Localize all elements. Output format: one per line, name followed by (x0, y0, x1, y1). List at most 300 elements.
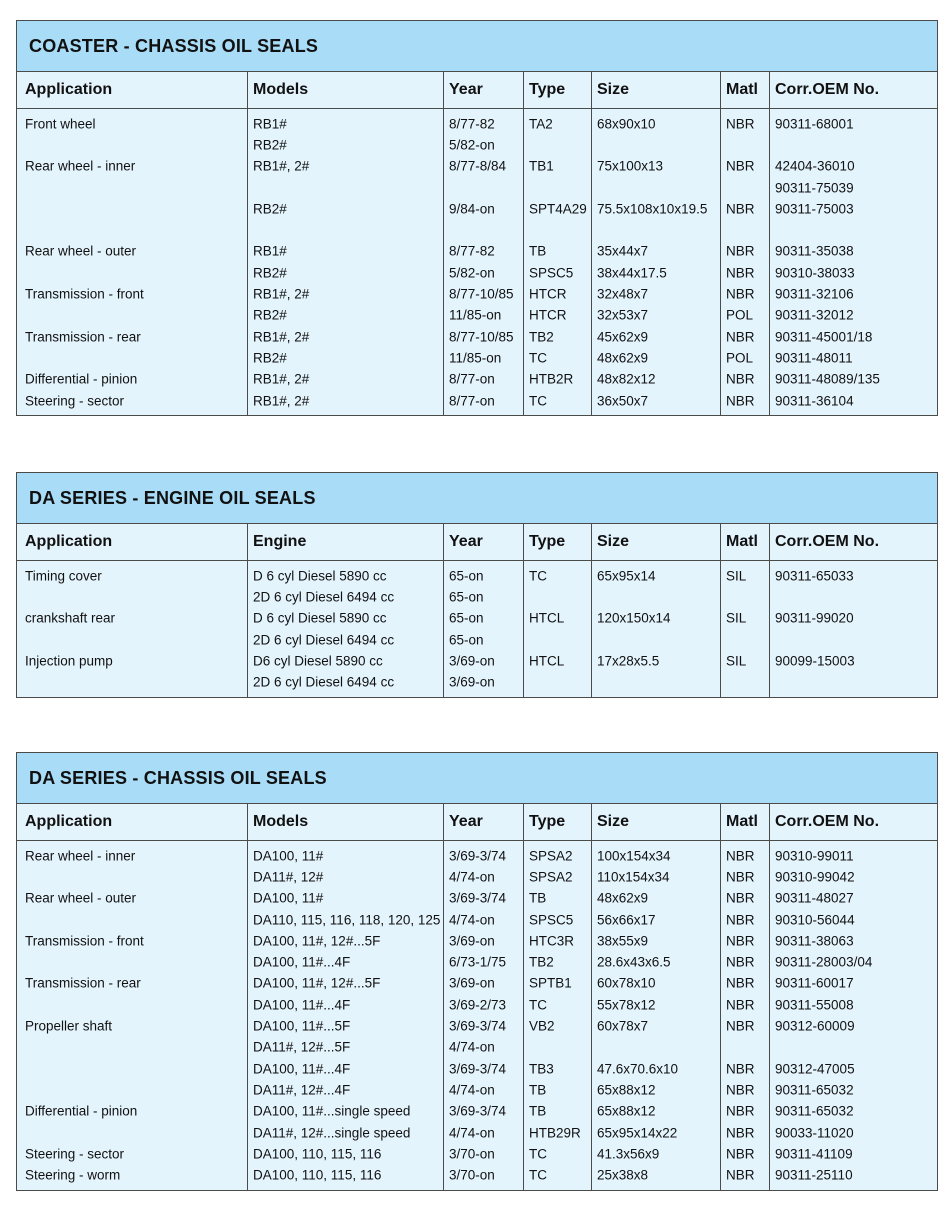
column-divider (769, 72, 770, 108)
cell-type: TA2 (529, 116, 553, 132)
cell-oem-number: 90311-75003 (775, 201, 854, 217)
column-header-year: Year (449, 533, 483, 550)
cell-application: Propeller shaft (25, 1018, 113, 1034)
cell-year: 3/69-on (449, 653, 495, 669)
cell-models: 2D 6 cyl Diesel 6494 cc (253, 589, 395, 605)
cell-models: RB1#, 2# (253, 393, 310, 408)
table-row (17, 866, 937, 887)
cell-application: Timing cover (25, 568, 102, 584)
column-divider (443, 804, 444, 840)
cell-year: 5/82-on (449, 137, 495, 153)
cell-material: NBR (726, 1167, 755, 1183)
cell-models: D 6 cyl Diesel 5890 cc (253, 610, 387, 626)
cell-oem-number: 90311-48089/135 (775, 371, 880, 387)
table-row (17, 241, 937, 262)
cell-year: 3/69-3/74 (449, 1018, 507, 1034)
cell-models: DA100, 11#...single speed (253, 1103, 411, 1119)
cell-application: Transmission - front (25, 286, 144, 302)
cell-material: NBR (726, 997, 755, 1013)
cell-models: DA100, 110, 115, 116 (253, 1167, 382, 1183)
cell-size: 17x28x5.5 (597, 653, 660, 669)
cell-size: 65x88x12 (597, 1103, 656, 1119)
table-row (17, 326, 937, 347)
column-divider (769, 524, 770, 560)
column-header-material: Matl (726, 533, 758, 550)
cell-type: TC (529, 393, 547, 408)
cell-size: 48x82x12 (597, 371, 656, 387)
column-header-application: Application (25, 533, 113, 550)
table-body (17, 841, 937, 1190)
cell-oem-number: 90311-68001 (775, 116, 854, 132)
cell-oem-number: 90311-48027 (775, 890, 854, 906)
cell-oem-number: 90311-36104 (775, 393, 854, 408)
column-divider (769, 109, 770, 415)
cell-oem-number: 90099-15003 (775, 653, 855, 669)
cell-application: Transmission - front (25, 933, 144, 949)
table-row (17, 909, 937, 930)
cell-models: RB1#, 2# (253, 371, 310, 387)
cell-material: NBR (726, 243, 755, 259)
cell-application: Rear wheel - inner (25, 158, 136, 174)
column-header-oem-number: Corr.OEM No. (775, 533, 880, 550)
cell-models: D6 cyl Diesel 5890 cc (253, 653, 383, 669)
cell-type: TB2 (529, 329, 554, 345)
cell-application: Transmission - rear (25, 329, 141, 345)
table-body (17, 561, 937, 697)
table-row (17, 1143, 937, 1164)
cell-year: 9/84-on (449, 201, 495, 217)
cell-oem-number: 90311-45001/18 (775, 329, 873, 345)
column-header-material: Matl (726, 81, 758, 98)
section-title: DA SERIES - CHASSIS OIL SEALS (17, 753, 937, 804)
cell-material: NBR (726, 1125, 755, 1140)
column-header-type: Type (529, 813, 566, 830)
cell-year: 3/69-on (449, 933, 495, 949)
column-divider (247, 841, 248, 1190)
column-header-row (17, 804, 937, 841)
cell-models: RB1# (253, 243, 287, 259)
table-row (17, 305, 937, 326)
cell-year: 8/77-82 (449, 243, 495, 259)
table-row (17, 973, 937, 994)
cell-oem-number: 90311-99020 (775, 610, 854, 626)
column-divider (523, 804, 524, 840)
cell-material: NBR (726, 848, 755, 864)
cell-year: 11/85-on (449, 350, 502, 366)
cell-type: HTCL (529, 653, 565, 669)
cell-type: HTCR (529, 286, 567, 302)
cell-material: NBR (726, 1146, 755, 1162)
cell-material: NBR (726, 912, 755, 928)
column-divider (769, 841, 770, 1190)
cell-models: DA11#, 12#...5F (253, 1039, 351, 1055)
cell-size: 68x90x10 (597, 116, 656, 132)
column-divider (443, 561, 444, 697)
column-divider (443, 72, 444, 108)
cell-size: 100x154x34 (597, 848, 671, 864)
cell-year: 4/74-on (449, 869, 495, 885)
column-divider (720, 804, 721, 840)
cell-models: DA100, 11# (253, 890, 324, 906)
cell-type: SPT4A29 (529, 201, 587, 217)
column-header-application: Application (25, 81, 113, 98)
column-divider (247, 524, 248, 560)
table-row (17, 1037, 937, 1058)
cell-material: NBR (726, 371, 755, 387)
cell-year: 4/74-on (449, 1082, 495, 1098)
column-divider (247, 72, 248, 108)
cell-application: Steering - sector (25, 1146, 125, 1162)
cell-models: DA100, 11#, 12#...5F (253, 933, 381, 949)
cell-year: 8/77-8/84 (449, 158, 507, 174)
cell-type: SPSC5 (529, 912, 574, 928)
cell-year: 3/69-3/74 (449, 848, 507, 864)
cell-type: SPSA2 (529, 848, 573, 864)
cell-year: 8/77-on (449, 393, 495, 408)
table-row (17, 198, 937, 219)
cell-models: DA100, 11#...4F (253, 1061, 351, 1077)
cell-material: POL (726, 307, 754, 323)
table-row (17, 134, 937, 155)
table-row (17, 888, 937, 909)
column-header-row (17, 72, 937, 109)
column-header-year: Year (449, 813, 483, 830)
cell-type: HTC3R (529, 933, 575, 949)
cell-type: HTCL (529, 610, 565, 626)
cell-oem-number: 42404-36010 (775, 158, 855, 174)
cell-oem-number: 90311-60017 (775, 975, 854, 991)
column-divider (591, 804, 592, 840)
cell-application: Injection pump (25, 653, 113, 669)
cell-material: NBR (726, 158, 755, 174)
cell-type: TC (529, 350, 547, 366)
cell-material: NBR (726, 1103, 755, 1119)
cell-material: NBR (726, 933, 755, 949)
column-divider (769, 561, 770, 697)
cell-size: 32x48x7 (597, 286, 649, 302)
da-series-engine-oil-seals-table (16, 472, 938, 698)
table-row (17, 262, 937, 283)
cell-year: 65-on (449, 568, 484, 584)
column-header-type: Type (529, 81, 566, 98)
cell-models: DA11#, 12#...single speed (253, 1125, 411, 1140)
cell-size: 28.6x43x6.5 (597, 954, 671, 970)
cell-models: RB2# (253, 137, 287, 153)
cell-application: Differential - pinion (25, 371, 138, 387)
cell-size: 65x88x12 (597, 1082, 656, 1098)
cell-size: 36x50x7 (597, 393, 649, 408)
cell-size: 38x44x17.5 (597, 265, 667, 281)
cell-type: TB1 (529, 158, 554, 174)
cell-type: VB2 (529, 1018, 555, 1034)
cell-application: Steering - sector (25, 393, 125, 408)
table-row (17, 113, 937, 134)
table-row (17, 586, 937, 607)
cell-oem-number: 90310-99042 (775, 869, 855, 885)
column-divider (591, 524, 592, 560)
cell-material: SIL (726, 653, 747, 669)
cell-models: DA100, 11# (253, 848, 324, 864)
cell-oem-number: 90311-48011 (775, 350, 853, 366)
cell-size: 75x100x13 (597, 158, 664, 174)
section-title: COASTER - CHASSIS OIL SEALS (17, 21, 937, 72)
column-divider (523, 524, 524, 560)
column-divider (720, 524, 721, 560)
table-row (17, 951, 937, 972)
cell-year: 8/77-82 (449, 116, 495, 132)
table-row (17, 608, 937, 629)
table-row (17, 219, 937, 240)
column-header-size: Size (597, 813, 630, 830)
column-divider (720, 109, 721, 415)
table-row (17, 650, 937, 671)
cell-type: HTCR (529, 307, 567, 323)
cell-application: Rear wheel - outer (25, 243, 137, 259)
column-header-application: Application (25, 813, 113, 830)
column-divider (523, 841, 524, 1190)
cell-year: 65-on (449, 589, 484, 605)
cell-year: 65-on (449, 610, 484, 626)
cell-year: 8/77-on (449, 371, 495, 387)
cell-size: 120x150x14 (597, 610, 671, 626)
cell-material: NBR (726, 201, 755, 217)
cell-year: 4/74-on (449, 1125, 495, 1140)
table-row (17, 156, 937, 177)
cell-size: 35x44x7 (597, 243, 649, 259)
cell-size: 48x62x9 (597, 350, 649, 366)
column-header-size: Size (597, 533, 630, 550)
column-divider (720, 841, 721, 1190)
cell-type: SPTB1 (529, 975, 572, 991)
cell-material: NBR (726, 1082, 755, 1098)
table-row (17, 994, 937, 1015)
cell-models: DA100, 11#, 12#...5F (253, 975, 381, 991)
cell-size: 25x38x8 (597, 1167, 649, 1183)
column-divider (443, 524, 444, 560)
column-divider (591, 72, 592, 108)
cell-models: RB1#, 2# (253, 286, 310, 302)
table-row (17, 565, 937, 586)
cell-oem-number: 90311-28003/04 (775, 954, 873, 970)
cell-year: 3/69-3/74 (449, 890, 507, 906)
cell-material: NBR (726, 1018, 755, 1034)
cell-size: 38x55x9 (597, 933, 649, 949)
cell-oem-number: 90310-56044 (775, 912, 855, 928)
cell-type: TB (529, 1103, 547, 1119)
cell-size: 60x78x10 (597, 975, 656, 991)
cell-models: RB1#, 2# (253, 158, 310, 174)
table-row (17, 1015, 937, 1036)
column-divider (247, 561, 248, 697)
table-row (17, 390, 937, 411)
column-divider (591, 109, 592, 415)
cell-oem-number: 90311-32106 (775, 286, 854, 302)
cell-year: 4/74-on (449, 912, 495, 928)
cell-models: DA11#, 12#...4F (253, 1082, 351, 1098)
cell-material: SIL (726, 610, 747, 626)
cell-size: 60x78x7 (597, 1018, 649, 1034)
cell-models: 2D 6 cyl Diesel 6494 cc (253, 674, 395, 690)
column-header-type: Type (529, 533, 566, 550)
cell-size: 41.3x56x9 (597, 1146, 660, 1162)
table-row (17, 1122, 937, 1143)
cell-application: Transmission - rear (25, 975, 141, 991)
cell-material: NBR (726, 869, 755, 885)
cell-size: 65x95x14x22 (597, 1125, 678, 1140)
cell-year: 6/73-1/75 (449, 954, 507, 970)
cell-size: 56x66x17 (597, 912, 656, 928)
table-row (17, 1079, 937, 1100)
cell-year: 8/77-10/85 (449, 286, 514, 302)
cell-material: NBR (726, 1061, 755, 1077)
cell-size: 75.5x108x10x19.5 (597, 201, 708, 217)
cell-material: NBR (726, 975, 755, 991)
column-header-models: Engine (253, 533, 307, 550)
cell-models: RB1# (253, 116, 287, 132)
cell-models: DA100, 110, 115, 116 (253, 1146, 382, 1162)
column-divider (523, 561, 524, 697)
cell-oem-number: 90311-25110 (775, 1167, 853, 1183)
cell-models: DA100, 11#...4F (253, 954, 351, 970)
cell-models: RB2# (253, 201, 287, 217)
cell-oem-number: 90311-55008 (775, 997, 854, 1013)
column-divider (443, 109, 444, 415)
cell-size: 48x62x9 (597, 890, 649, 906)
cell-type: TB (529, 1082, 547, 1098)
cell-material: NBR (726, 890, 755, 906)
da-series-chassis-oil-seals-table (16, 752, 938, 1191)
cell-type: TC (529, 568, 547, 584)
cell-oem-number: 90311-75039 (775, 180, 854, 196)
column-divider (247, 109, 248, 415)
cell-application: Rear wheel - inner (25, 848, 136, 864)
table-row (17, 369, 937, 390)
cell-year: 3/69-3/74 (449, 1103, 507, 1119)
table-row (17, 1058, 937, 1079)
column-divider (247, 804, 248, 840)
table-row (17, 930, 937, 951)
table-body (17, 109, 937, 415)
cell-oem-number: 90312-60009 (775, 1018, 855, 1034)
cell-oem-number: 90311-38063 (775, 933, 854, 949)
cell-oem-number: 90311-65032 (775, 1103, 854, 1119)
cell-size: 32x53x7 (597, 307, 649, 323)
table-row (17, 1164, 937, 1185)
table-row (17, 347, 937, 368)
cell-models: RB2# (253, 265, 287, 281)
cell-models: DA100, 11#...5F (253, 1018, 351, 1034)
cell-material: NBR (726, 116, 755, 132)
cell-type: SPSA2 (529, 869, 573, 885)
cell-application: Differential - pinion (25, 1103, 138, 1119)
cell-size: 55x78x12 (597, 997, 656, 1013)
cell-type: TC (529, 997, 547, 1013)
coaster-chassis-oil-seals-table (16, 20, 938, 416)
cell-year: 11/85-on (449, 307, 502, 323)
cell-type: TC (529, 1146, 547, 1162)
section-title: DA SERIES - ENGINE OIL SEALS (17, 473, 937, 524)
cell-oem-number: 90311-65032 (775, 1082, 854, 1098)
cell-oem-number: 90311-41109 (775, 1146, 853, 1162)
column-header-oem-number: Corr.OEM No. (775, 813, 880, 830)
table-row (17, 629, 937, 650)
cell-models: DA100, 11#...4F (253, 997, 351, 1013)
cell-models: D 6 cyl Diesel 5890 cc (253, 568, 387, 584)
cell-year: 5/82-on (449, 265, 495, 281)
cell-models: DA110, 115, 116, 118, 120, 125 (253, 912, 441, 928)
cell-oem-number: 90310-99011 (775, 848, 854, 864)
column-header-size: Size (597, 81, 630, 98)
table-row (17, 671, 937, 692)
cell-type: TB3 (529, 1061, 554, 1077)
cell-material: SIL (726, 568, 747, 584)
cell-size: 110x154x34 (597, 869, 670, 885)
cell-type: HTB29R (529, 1125, 581, 1140)
column-divider (523, 109, 524, 415)
table-row (17, 1101, 937, 1122)
cell-models: 2D 6 cyl Diesel 6494 cc (253, 632, 395, 648)
cell-models: DA11#, 12# (253, 869, 324, 885)
cell-oem-number: 90311-65033 (775, 568, 854, 584)
cell-type: TB (529, 243, 547, 259)
cell-models: RB2# (253, 350, 287, 366)
cell-material: NBR (726, 954, 755, 970)
cell-year: 4/74-on (449, 1039, 495, 1055)
cell-year: 65-on (449, 632, 484, 648)
cell-size: 65x95x14 (597, 568, 656, 584)
column-divider (443, 841, 444, 1190)
cell-size: 45x62x9 (597, 329, 649, 345)
cell-application: Rear wheel - outer (25, 890, 137, 906)
table-row (17, 283, 937, 304)
cell-oem-number: 90311-32012 (775, 307, 854, 323)
column-header-year: Year (449, 81, 483, 98)
cell-application: crankshaft rear (25, 610, 116, 626)
cell-application: Front wheel (25, 116, 96, 132)
cell-material: NBR (726, 393, 755, 408)
cell-oem-number: 90310-38033 (775, 265, 855, 281)
column-divider (720, 561, 721, 697)
column-divider (591, 561, 592, 697)
cell-models: RB1#, 2# (253, 329, 310, 345)
column-divider (591, 841, 592, 1190)
cell-size: 47.6x70.6x10 (597, 1061, 679, 1077)
table-row (17, 845, 937, 866)
column-header-models: Models (253, 813, 309, 830)
cell-type: SPSC5 (529, 265, 574, 281)
cell-year: 3/69-3/74 (449, 1061, 507, 1077)
column-divider (769, 804, 770, 840)
column-header-oem-number: Corr.OEM No. (775, 81, 880, 98)
cell-year: 3/69-2/73 (449, 997, 507, 1013)
column-divider (523, 72, 524, 108)
cell-material: POL (726, 350, 754, 366)
column-divider (720, 72, 721, 108)
cell-type: HTB2R (529, 371, 574, 387)
table-row (17, 177, 937, 198)
cell-material: NBR (726, 329, 755, 345)
cell-models: RB2# (253, 307, 287, 323)
cell-type: TB2 (529, 954, 554, 970)
cell-year: 3/70-on (449, 1146, 495, 1162)
cell-oem-number: 90311-35038 (775, 243, 854, 259)
cell-oem-number: 90312-47005 (775, 1061, 855, 1077)
cell-application: Steering - worm (25, 1167, 121, 1183)
cell-material: NBR (726, 265, 755, 281)
cell-material: NBR (726, 286, 755, 302)
cell-year: 8/77-10/85 (449, 329, 514, 345)
column-header-models: Models (253, 81, 309, 98)
